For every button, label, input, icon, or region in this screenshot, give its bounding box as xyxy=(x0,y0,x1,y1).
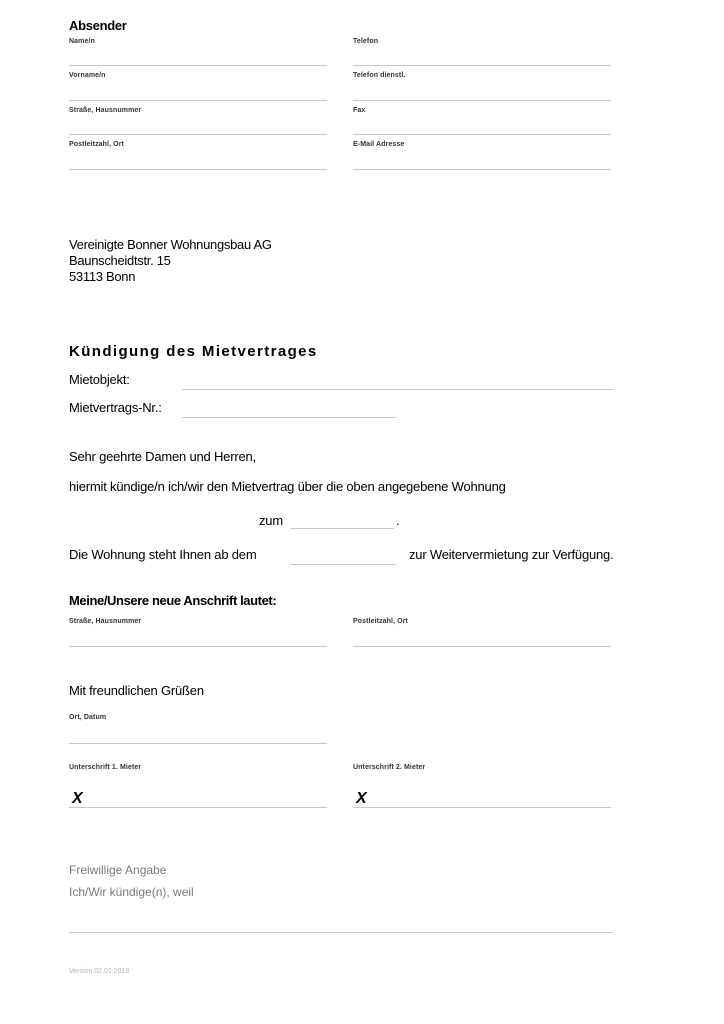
reason-label: Ich/Wir kündige(n), weil xyxy=(69,885,194,899)
available-prefix: Die Wohnung steht Ihnen ab dem xyxy=(69,547,257,562)
available-suffix: zur Weitervermietung zur Verfügung. xyxy=(409,547,614,562)
signature-2-field[interactable] xyxy=(353,807,611,808)
new-address-heading: Meine/Unsere neue Anschrift lautet: xyxy=(69,593,277,608)
new-postal-city-label: Postleitzahl, Ort xyxy=(353,618,408,625)
closing-greeting: Mit freundlichen Grüßen xyxy=(69,683,204,698)
place-date-label: Ort, Datum xyxy=(69,714,107,721)
name-label: Name/n xyxy=(69,38,95,45)
salutation: Sehr geehrte Damen und Herren, xyxy=(69,449,256,464)
first-name-field[interactable] xyxy=(69,100,327,101)
signature-1-mark: X xyxy=(72,790,83,807)
termination-date-field[interactable] xyxy=(290,528,394,529)
fax-label: Fax xyxy=(353,107,366,114)
sender-heading: Absender xyxy=(69,18,127,33)
property-label: Mietobjekt: xyxy=(69,372,130,387)
fax-field[interactable] xyxy=(353,134,611,135)
signature-1-label: Unterschrift 1. Mieter xyxy=(69,764,142,771)
recipient-line-1: Vereinigte Bonner Wohnungsbau AG xyxy=(69,237,272,252)
postal-city-label: Postleitzahl, Ort xyxy=(69,141,124,148)
email-label: E-Mail Adresse xyxy=(353,141,405,148)
new-postal-city-field[interactable] xyxy=(353,646,611,647)
letter-title: Kündigung des Mietvertrages xyxy=(69,343,318,360)
contract-number-field[interactable] xyxy=(182,417,396,418)
postal-city-field[interactable] xyxy=(69,169,327,170)
recipient-line-2: Baunscheidtstr. 15 xyxy=(69,253,171,268)
street-label: Straße, Hausnummer xyxy=(69,107,142,114)
recipient-line-3: 53113 Bonn xyxy=(69,269,136,284)
contract-number-label: Mietvertrags-Nr.: xyxy=(69,400,162,415)
reason-field[interactable] xyxy=(69,932,613,933)
place-date-field[interactable] xyxy=(69,743,327,744)
signature-2-label: Unterschrift 2. Mieter xyxy=(353,764,426,771)
new-street-label: Straße, Hausnummer xyxy=(69,618,142,625)
first-name-label: Vorname/n xyxy=(69,72,106,79)
termination-date-prefix: zum xyxy=(259,513,283,528)
property-field[interactable] xyxy=(182,389,613,390)
phone-work-label: Telefon dienstl. xyxy=(353,72,406,79)
email-field[interactable] xyxy=(353,169,611,170)
termination-date-suffix: . xyxy=(396,513,400,528)
recipient-address xyxy=(69,237,272,285)
signature-1-field[interactable] xyxy=(69,807,327,808)
new-street-field[interactable] xyxy=(69,646,327,647)
termination-text: hiermit kündige/n ich/wir den Mietvertrag über die oben angegebene Wohnung xyxy=(69,479,506,494)
phone-work-field[interactable] xyxy=(353,100,611,101)
street-field[interactable] xyxy=(69,134,327,135)
phone-field[interactable] xyxy=(353,65,611,66)
phone-label: Telefon xyxy=(353,38,379,45)
available-date-field[interactable] xyxy=(290,564,396,565)
optional-heading: Freiwillige Angabe xyxy=(69,863,167,877)
version-footer: Version 02.01.2018 xyxy=(69,968,130,975)
name-field[interactable] xyxy=(69,65,327,66)
signature-2-mark: X xyxy=(356,790,367,807)
